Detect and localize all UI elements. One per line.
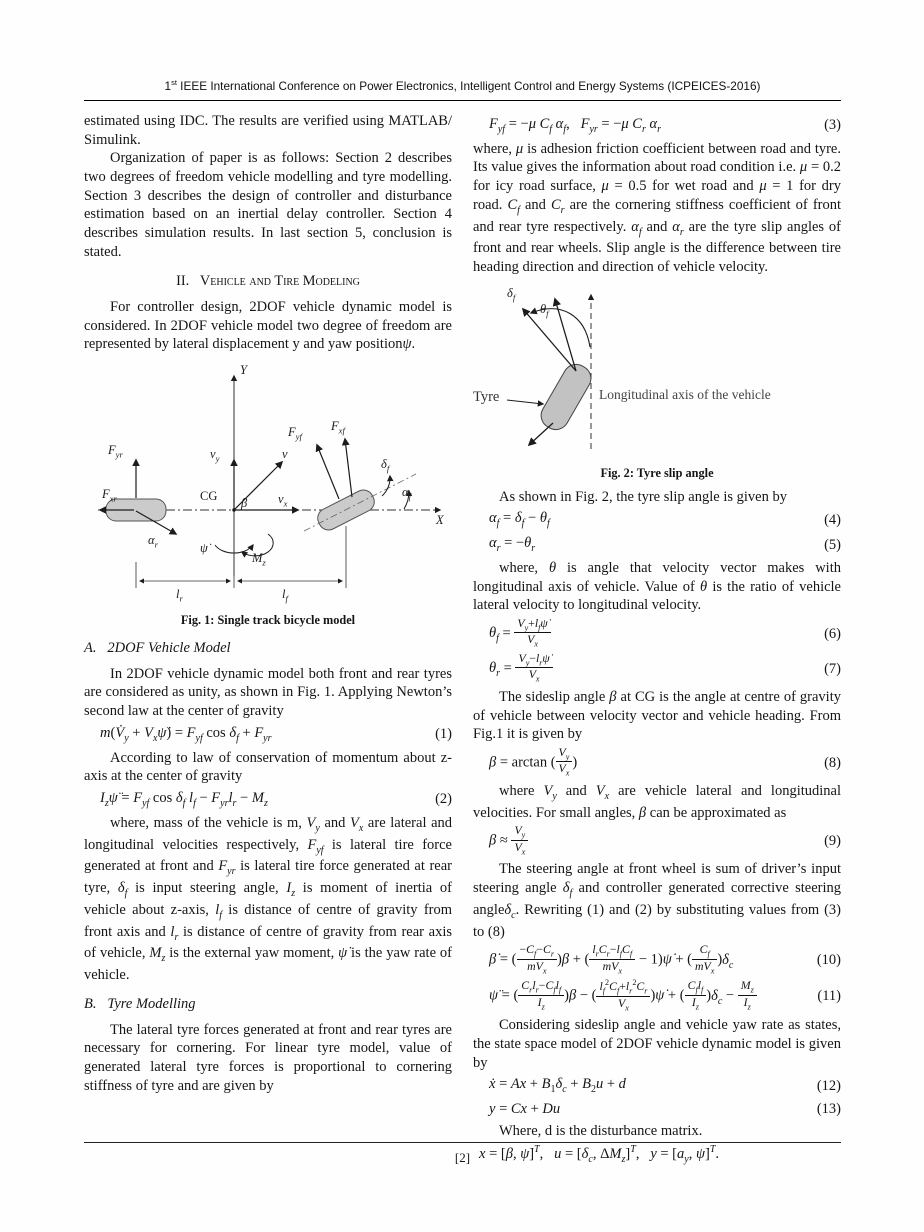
figure-1 <box>84 362 452 629</box>
paragraph-vehicle-model: In 2DOF vehicle dynamic model both front and rear tyres are considered as unity, as shown in Fig. 1. Applying Newton’s second law at the center of gravity <box>84 665 452 720</box>
figure-1-caption: Fig. 1: Single track bicycle model <box>180 613 356 628</box>
fig1-label-fxf: $F_{xf}$ <box>331 419 345 436</box>
figure-2-canvas <box>473 285 841 463</box>
paragraph-theta-definition: where, θ is angle that velocity vector makes with longitudinal axis of vehicle. Value of θ is the ratio of vehicle lateral velocity to longitudinal velocity. <box>473 559 841 614</box>
equation-7 <box>473 650 841 685</box>
paragraph-2dof-intro: For controller design, 2DOF vehicle dynamic model is considered. In 2DOF vehicle model two degree of freedom are represented by lateral displacement y and yaw positionψ. <box>84 298 452 353</box>
paragraph-momentum: According to law of conservation of momentum about z-axis at the center of gravity <box>84 749 452 785</box>
fxf-arrow <box>345 439 352 497</box>
paragraph-tyre-modelling: The lateral tyre forces generated at front and rear tyres are necessary for cornering. For linear tyre model, value of generated lateral tyre forces is proportional to cornering stiffness of tyre and are given by <box>84 1021 452 1094</box>
equation-11-number: (11) <box>817 987 841 1004</box>
figure-2-caption: Fig. 2: Tyre slip angle <box>600 465 714 480</box>
section-2-heading: II. Vehicle and Tire Modeling <box>176 272 360 289</box>
equation-6-number: (6) <box>824 625 841 642</box>
page-content <box>84 78 841 1171</box>
fig2-label-longitudinal-axis: Longitudinal axis of the vehicle <box>599 386 771 402</box>
equation-2-body: $I_z\psï = F_{yf}$ $\cos \delta_f$ $l_f - F_{yr}l_r - M_z$ <box>100 789 268 809</box>
fyf-arrow <box>317 445 339 499</box>
fig1-label-fxr: $F_{xr}$ <box>102 487 117 504</box>
equation-7-body: $\theta_r$ = $\frac{V_y-l_r\psi̇}{V_x}$ <box>489 653 553 685</box>
fig1-label-beta: β <box>241 496 248 511</box>
equation-13-body: y = Cx + Du <box>489 1101 561 1118</box>
equation-12-body: ẋ = $Ax + B_1\delta_c + B_2u + d$ <box>489 1076 626 1096</box>
equation-9-number: (9) <box>824 833 841 850</box>
equation-8-body: β = arctan ( $\frac{V_y}{V_x}$ ) <box>489 745 578 778</box>
paragraph-small-angles: where $V_y$ and $V_x$ are vehicle lateral and longitudinal velocities. For small angles, β can be approximated as <box>473 782 842 821</box>
paragraph-steering-angle: The steering angle at front wheel is sum of driver’s input steering angle $\delta_f$ and controller generated corrective steering angleδ$_c$. Rewriting (1) and (2) by substituting values from (3) to (8) <box>473 861 841 940</box>
fig1-label-delta-f: $\delta_f$ <box>381 457 390 474</box>
dimension-lines <box>136 526 346 588</box>
fig1-label-fyf: $F_{yf}$ <box>288 425 302 442</box>
two-column-body <box>84 112 841 1171</box>
fig1-label-vx: $v_x$ <box>278 492 288 509</box>
fig1-label-v: v <box>282 447 288 462</box>
figure-1-canvas <box>84 362 452 610</box>
equation-9-body: β ≈ $\frac{V_y}{V_x}$ <box>489 825 528 857</box>
equation-11-body: ψ̈ = ( $\frac{C_rl_r-C_fl_f}{I_z}$ )β − ( $\frac{l_f^2C_f+l_r^2C_r}{V_x}$ )ψ̇ + ( $\frac{C_fl_f}{I_z}$ )$\delta_c$ − $\frac{M_z}{I_z}$ <box>489 979 757 1013</box>
velocity-direction-arrow <box>523 309 576 371</box>
fig2-label-tyre: Tyre <box>473 388 500 405</box>
conference-header <box>84 78 841 101</box>
equation-1 <box>84 724 452 746</box>
page-footer <box>84 1142 841 1166</box>
fig1-label-cg: CG <box>200 489 218 504</box>
tyre-pointer-arrow <box>507 400 543 404</box>
header-rule <box>84 100 841 101</box>
equation-4-number: (4) <box>824 511 841 528</box>
equation-1-body: $m(V̇_y$ + $V_x\psi̇) = F_{yf}$ $\cos \delta_f + F_{yr}$ <box>100 724 272 744</box>
fig2-label-delta-f: $\delta_f$ <box>507 285 516 303</box>
equation-5 <box>473 534 841 556</box>
fig1-label-y-axis: Y <box>240 363 247 378</box>
fig1-label-lf: $l_f$ <box>282 587 288 604</box>
equation-13-number: (13) <box>816 1101 841 1118</box>
state-vectors-definition: x = [β, ψ̇]$^T$, $u = [\delta_c$, $\Delta M_z]^T$, $y = [a_y$, ψ̇]$^T$. <box>479 1144 720 1166</box>
equation-8-number: (8) <box>824 754 841 771</box>
paragraph-fig2-reference: As shown in Fig. 2, the tyre slip angle is given by <box>499 488 787 505</box>
footer-rule <box>84 1142 841 1143</box>
fig1-label-alpha-r: $\alpha_r$ <box>148 533 158 550</box>
equation-10-body: β̇ = ( $\frac{-C_f-C_r}{mV_x}$ )β + ( $\frac{l_rC_r-l_fC_f}{mV_x}$ − 1)ψ̇ + ( $\frac{C_f}{mV_x}$ )$\delta_c$ <box>489 942 734 976</box>
fig1-label-vy: $v_y$ <box>210 447 220 464</box>
equation-13 <box>473 1100 841 1119</box>
equation-3-number: (3) <box>824 117 841 134</box>
equation-12 <box>473 1075 841 1097</box>
subsection-b-heading: B. Tyre Modelling <box>84 995 196 1012</box>
left-column <box>84 112 452 1171</box>
conference-title: 1st IEEE International Conference on Power Electronics, Intelligent Control and Energy Systems (ICPEICES-2016) <box>164 78 761 93</box>
equation-4 <box>473 509 841 531</box>
tyre-shape <box>536 359 595 434</box>
equation-12-number: (12) <box>816 1077 841 1094</box>
equation-6-body: $\theta_f$ = $\frac{V_y+l_f\psi̇}{V_x}$ <box>489 618 551 650</box>
figure-2 <box>473 285 841 482</box>
paragraph-organization: Organization of paper is as follows: Section 2 describes two degrees of freedom vehicle modelling and tyre modelling. Section 3 describes the design of controller and disturbance estimation based on an inertial delay controller. Section 4 describes simulation results. In last section 5, conclusion is stated. <box>84 150 452 260</box>
paragraph-state-space: Considering sideslip angle and vehicle yaw rate as states, the state space model of 2DOF vehicle dynamic model is given by <box>473 1017 841 1071</box>
paragraph-sideslip: The sideslip angle β at CG is the angle at centre of gravity of vehicle between velocity vector and vehicle heading. From Fig.1 it is given by <box>473 688 841 743</box>
angle-arcs <box>215 476 409 556</box>
equation-4-body: $\alpha_f = \delta_f - \theta_f$ <box>489 510 550 530</box>
equation-2-number: (2) <box>435 791 452 808</box>
equation-1-number: (1) <box>435 726 452 743</box>
equation-10 <box>473 944 841 976</box>
equation-10-number: (10) <box>816 951 841 968</box>
equation-3-body: $F_{yf} = -\mu$ $C_f$ $\alpha_f$, $F_{yr} = -\mu$ $C_r$ $\alpha_r$ <box>489 115 662 135</box>
equation-7-number: (7) <box>824 660 841 677</box>
fig1-label-fyr: $F_{yr}$ <box>108 443 123 460</box>
fig1-label-psi-dot: ψ̇ <box>200 541 208 556</box>
paragraph-variable-definitions: where, mass of the vehicle is m, $V_y$ and $V_x$ are lateral and longitudinal velocities respectively, $F_{yf}$ is lateral tire force generated at front and $F_{yr}$ is lateral tire force generated at rear tyre, $\delta_f$ is input steering angle, $I_z$ is moment of inertia of vehicle about z-axis, $l_f$ is distance of centre of gravity from front axis and $l_r$ is distance of centre of gravity from rear axis of vehicle, $M_z$ is the external yaw moment, ψ̇ is the yaw rate of vehicle. <box>84 814 453 984</box>
fig1-label-alpha-f: $\alpha_f$ <box>402 485 411 502</box>
tyre-slip-drawing <box>473 285 841 463</box>
paragraph-friction-coefficient: where, μ is adhesion friction coefficient between road and tyre. Its value gives the information about road condition i.e. μ = 0.2 for icy road surface, μ = 0.5 for wet road and μ = 1 for dry road. $C_f$ and $C_r$ are the cornering stiffness coefficient of front and rear tyre respectively. $\alpha_f$ and $\alpha_r$ are the tyre slip angles of front and rear wheels. Slip angle is the difference between tire heading direction and direction of vehicle velocity. <box>473 140 842 276</box>
fig2-label-theta-f: $\theta_f$ <box>540 301 549 319</box>
equation-6 <box>473 618 841 650</box>
paragraph-disturbance: Where, d is the disturbance matrix. <box>499 1122 703 1139</box>
equation-3 <box>473 115 841 137</box>
right-column <box>473 112 841 1171</box>
rear-direction-arrow <box>529 423 553 445</box>
fig1-label-mz: $M_z$ <box>252 551 266 568</box>
paragraph-intro-continued: estimated using IDC. The results are verified using MATLAB/ Simulink. <box>84 112 452 148</box>
equation-5-body: $\alpha_r = -\theta_r$ <box>489 535 536 555</box>
equation-9 <box>473 825 841 857</box>
equation-5-number: (5) <box>824 536 841 553</box>
bicycle-model-drawing <box>84 362 452 610</box>
page-number: [2] <box>454 1150 471 1165</box>
delta-f-arc <box>382 476 390 496</box>
front-wheel-heading-line <box>304 474 416 531</box>
fig1-label-x-axis: X <box>436 513 444 528</box>
equation-8 <box>473 747 841 779</box>
equation-11 <box>473 979 841 1013</box>
equation-2 <box>84 789 452 811</box>
subsection-a-heading: A. 2DOF Vehicle Model <box>84 639 231 656</box>
fig1-label-lr: $l_r$ <box>176 587 183 604</box>
tyre-heading-arrow <box>555 299 576 371</box>
